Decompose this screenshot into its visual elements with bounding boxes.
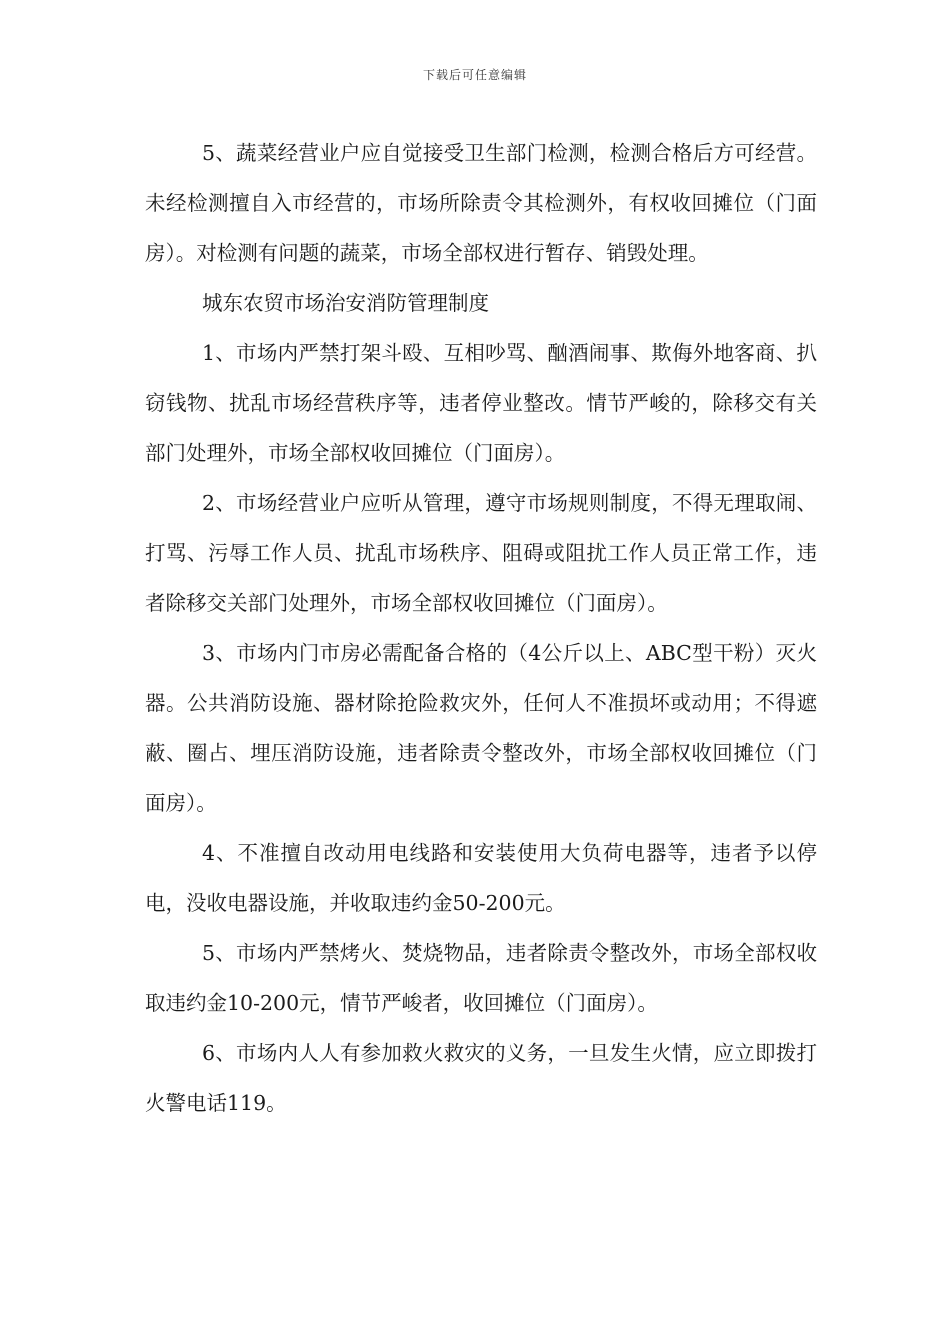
paragraph-rule-4: 4、不准擅自改动用电线路和安装使用大负荷电器等，违者予以停电，没收电器设施，并收取违约金50-200元。 (145, 841, 817, 915)
paragraph-rule-2: 2、市场经营业户应听从管理，遵守市场规则制度，不得无理取闹、打骂、污辱工作人员、扰乱市场秩序、阻碍或阻扰工作人员正常工作，违者除移交关部门处理外，市场全部权收回摊位（门面房）。 (145, 491, 817, 615)
paragraph-rule-1: 1、市场内严禁打架斗殴、互相吵骂、酗酒闹事、欺侮外地客商、扒窃钱物、扰乱市场经营秩序等，违者停业整改。情节严峻的，除移交有关部门处理外，市场全部权收回摊位（门面房）。 (145, 341, 817, 465)
page-header: 下载后可任意编辑 (422, 68, 527, 82)
document-body (145, 128, 817, 1128)
paragraph-rule-3: 3、市场内门市房必需配备合格的（4公斤以上、ABC型干粉）灭火器。公共消防设施、器材除抢险救灾外，任何人不准损坏或动用；不得遮蔽、圈占、埋压消防设施，违者除责令整改外，市场全部权收回摊位（门面房）。 (145, 641, 817, 815)
section-title-security-fire-rules: 城东农贸市场治安消防管理制度 (202, 291, 489, 315)
paragraph-rule-6: 6、市场内人人有参加救火救灾的义务，一旦发生火情，应立即拨打火警电话119。 (145, 1041, 817, 1115)
paragraph-rule-5: 5、市场内严禁烤火、焚烧物品，违者除责令整改外，市场全部权收取违约金10-200元，情节严峻者，收回摊位（门面房）。 (145, 941, 817, 1015)
paragraph-vegetable-inspection: 5、蔬菜经营业户应自觉接受卫生部门检测，检测合格后方可经营。未经检测擅自入市经营的，市场所除责令其检测外，有权收回摊位（门面房）。对检测有问题的蔬菜，市场全部权进行暂存、销毁处理。 (145, 141, 817, 265)
